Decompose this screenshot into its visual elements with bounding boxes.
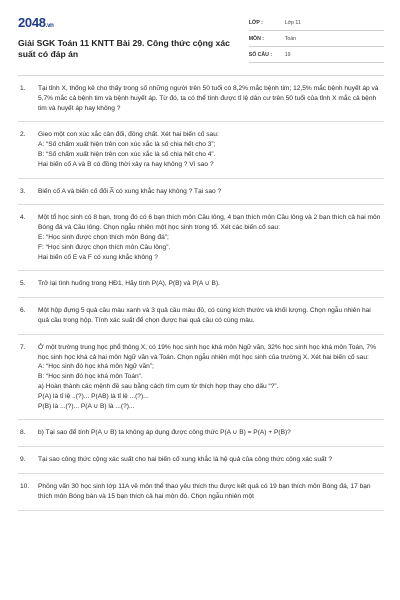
question-item (18, 335, 384, 421)
question-line: P(A) là tỉ lệ ..(?)... P(AB) là tỉ lệ ...(?)... (38, 392, 149, 400)
question-item (18, 420, 384, 447)
question-line: A: “Học sinh đó học khá môn Ngữ văn”; (38, 363, 154, 371)
question-line: a) Hoàn thành các mệnh đề sau bằng cách tìm cụm từ thích hợp thay cho dấu “?”. (38, 382, 279, 390)
question-number: 1. (20, 85, 26, 92)
question-item (18, 447, 384, 474)
question-text (38, 343, 384, 412)
meta-key: LỚP : (248, 19, 263, 26)
question-line: Tại sao công thức cộng xác suất cho hai biến cố xung khắc là hệ quả của công thức cộng xác suất ? (38, 456, 333, 464)
question-line: Biến cố A và biến cố đối A̅ có xung khắc hay không ? Tại sao ? (38, 187, 222, 195)
question-item (18, 271, 384, 298)
question-line: Phỏng vấn 30 học sinh lớp 11A về môn thể thao yêu thích thu được kết quả có 19 bạn thích môn Bóng đá, 17 bạn thích môn Bóng bàn và 15 bạn thích cả hai môn đó. Chọn ngẫu nhiên một (38, 482, 371, 500)
question-line: A: “Số chấm xuất hiện trên con xúc xắc là số chia hết cho 3”; (38, 141, 216, 149)
question-item (18, 179, 384, 206)
meta-row-subject (249, 31, 384, 47)
question-item (18, 298, 384, 335)
question-text (38, 187, 384, 197)
meta-key: SỐ CÂU : (248, 51, 273, 58)
question-line: P(B) là ...(?)... P(A ∪ B) là ...(?)... (38, 402, 135, 410)
meta-value: Lớp 11 (284, 19, 301, 26)
question-number: 2. (20, 131, 26, 139)
question-text (38, 213, 384, 262)
question-item (18, 122, 384, 178)
question-number: 4. (20, 214, 26, 222)
question-item (18, 474, 384, 511)
question-number: 8. (20, 429, 26, 437)
question-text (38, 279, 384, 289)
question-line: Tại tỉnh X, thống kê cho thấy trong số những người trên 50 tuổi có 8,2% mắc bệnh tim; 12,5% mắc bệnh huyết áp và 5,7% mắc cả bệnh tim và bệnh huyết áp. Từ đó, ta có thể tính được tỉ lệ dân cư trên 50 tuổi của tỉnh X mắc cả bệnh tim và huyết áp hay không ? (38, 85, 379, 112)
question-line: E: “Học sinh được chọn thích môn Bóng đá”; (38, 233, 169, 241)
document-title: Giải SGK Toán 11 KNTT Bài 29. Công thức cộng xác suất có đáp án (18, 38, 230, 59)
question-line: b) Tại sao để tính P(A ∪ B) ta không áp dụng được công thức P(A ∪ B) = P(A) + P(B)? (38, 429, 291, 437)
question-number: 7. (20, 343, 26, 351)
meta-row-count (249, 47, 384, 63)
question-item (18, 76, 384, 122)
document-header (18, 14, 384, 63)
question-list (18, 76, 384, 511)
question-line: Một tổ học sinh có 8 bạn, trong đó có 6 bạn thích môn Cầu lông, 4 bạn thích môn Cầu lông và 2 bạn thích cả hai môn Bóng đá và Cầu lông. Chọn ngẫu nhiên một học sinh trong tổ. Xét các biến cố sau: (38, 214, 381, 232)
question-line: Một hộp đựng 5 quả cầu màu xanh và 3 quả cầu màu đỏ, có cùng kích thước và khối lượng. Chọn ngẫu nhiên hai quả cầu trong hộp. Tính xác suất để chọn được hai quả cầu có cùng màu. (38, 307, 371, 324)
question-text (38, 84, 384, 113)
question-line: B: “Số chấm xuất hiện trên con xúc xắc là số chia hết cho 4”. (38, 150, 216, 158)
meta-value: Toán (284, 35, 296, 42)
question-text (38, 428, 384, 438)
meta-row-class (249, 15, 384, 31)
question-text (38, 306, 384, 326)
header-left (18, 14, 249, 60)
meta-table (249, 15, 384, 63)
question-text (38, 455, 384, 465)
question-item (18, 205, 384, 271)
meta-value: 19 (284, 51, 291, 58)
question-line: Hai biến cố E và F có xung khắc không ? (38, 253, 158, 261)
question-number: 6. (20, 307, 26, 315)
question-text (38, 482, 384, 502)
question-text (38, 130, 384, 169)
question-line: Gieo một con xúc xắc cân đối, đồng chất. Xét hai biến cố sau: (38, 131, 219, 139)
question-line: Trở lại tình huống trong HĐ1. Hãy tính P(A), P(B) và P(A ∪ B). (38, 280, 220, 288)
question-line: Ở một trường trung học phổ thông X, có 19% học sinh học khá môn Ngữ văn, 32% học sinh học khá môn Toán, 7% học sinh học khá cả hai môn Ngữ văn và Toán. Chọn ngẫu nhiên một học sinh của trường X. Xét hai biến cố sau: (38, 343, 376, 361)
question-line: F: “Học sinh được chọn thích môn Cầu lông”. (38, 243, 171, 251)
question-number: 5. (20, 280, 26, 288)
logo-suffix: .vn (45, 23, 54, 29)
question-line: Hai biến cố A và B có đồng thời xảy ra hay không ? Vì sao ? (38, 160, 214, 168)
question-number: 3. (20, 187, 26, 195)
logo-main: 2048 (18, 15, 46, 30)
question-number: 9. (20, 456, 26, 464)
site-logo[interactable] (18, 16, 249, 33)
question-number: 10. (20, 482, 30, 490)
question-line: B: “Học sinh đó học khá môn Toán”. (38, 373, 143, 381)
meta-key: MÔN : (248, 35, 265, 42)
